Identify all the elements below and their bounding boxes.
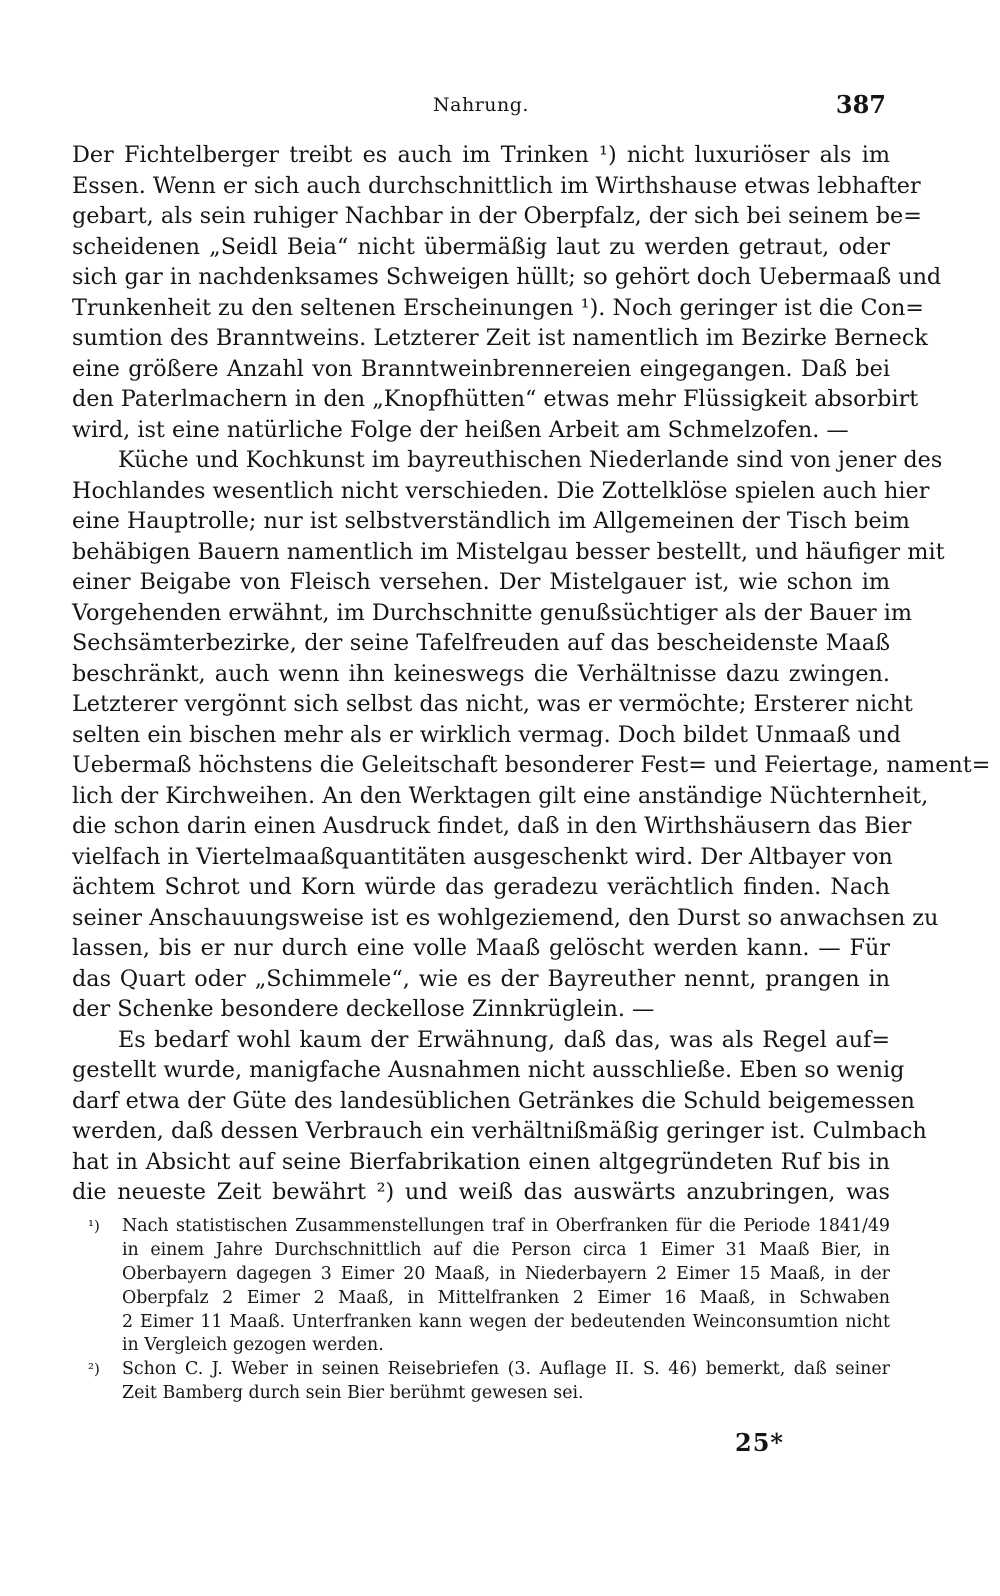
text-line: wird, ist eine natürliche Folge der heißen Arbeit am Schmelzofen. — [72, 416, 849, 443]
footnote-2-marker: ²) [88, 1360, 100, 1379]
page-number: 387 [835, 90, 886, 119]
footnote-2-line [88, 1358, 890, 1382]
text-line: eine Hauptrolle; nur ist selbstverständlich im Allgemeinen der Tisch beim [72, 508, 910, 534]
text-line: beschränkt, auch wenn ihn keineswegs die Verhältnisse dazu zwingen. [72, 660, 890, 687]
text-line: vielfach in Viertelmaaßquantitäten ausgeschenkt wird. Der Altbayer von [72, 843, 893, 870]
footnote-text: Schon C. J. Weber in seinen Reisebriefen (3. Auflage II. S. 46) bemerkt, daß seiner [122, 1359, 890, 1380]
footnote-text: Oberbayern dagegen 3 Eimer 20 Maaß, in Niederbayern 2 Eimer 15 Maaß, in der [122, 1263, 890, 1284]
footnote-1-line [88, 1215, 890, 1239]
page-header [72, 86, 890, 126]
footnote-text: Oberpfalz 2 Eimer 2 Maaß, in Mittelfranken 2 Eimer 16 Maaß, in Schwaben [122, 1287, 890, 1308]
body-text [72, 140, 991, 1208]
running-head: Nahrung. [433, 94, 529, 116]
text-line: Es bedarf wohl kaum der Erwähnung, daß das, was als Regel auf= [118, 1026, 890, 1053]
text-line: seiner Anschauungsweise ist es wohlgeziemend, den Durst so anwachsen zu [72, 904, 939, 931]
text-line: Der Fichtelberger treibt es auch im Trinken ¹) nicht luxuriöser als im [72, 142, 890, 168]
text-line: Küche und Kochkunst im bayreuthischen Niederlande sind von jener des [118, 447, 943, 473]
text-line: Essen. Wenn er sich auch durchschnittlich im Wirthshause etwas lebhafter [72, 172, 921, 199]
footnote-text: Nach statistischen Zusammenstellungen traf in Oberfranken für die Periode 1841/49 [122, 1216, 890, 1236]
text-line: selten ein bischen mehr als er wirklich vermag. Doch bildet Unmaaß und [72, 721, 901, 748]
text-line: lassen, bis er nur durch eine volle Maaß gelöscht werden kann. — Für [72, 935, 890, 961]
text-line: Trunkenheit zu den seltenen Erscheinungen ¹). Noch geringer ist die Con= [72, 294, 924, 321]
text-line: werden, daß dessen Verbrauch ein verhältnißmäßig geringer ist. Culmbach [72, 1118, 927, 1144]
text-line: der Schenke besondere deckellose Zinnkrüglein. — [72, 996, 655, 1022]
text-line: das Quart oder „Schimmele“, wie es der Bayreuther nennt, prangen in [72, 965, 890, 992]
text-line: die schon darin einen Ausdruck findet, daß in den Wirthshäusern das Bier [72, 813, 912, 839]
text-line: Uebermaß höchstens die Geleitschaft besonderer Fest= und Feiertage, nament= [72, 752, 991, 778]
text-line: den Paterlmachern in den „Knopfhütten“ etwas mehr Flüssigkeit absorbirt [72, 386, 919, 412]
footnotes [88, 1215, 890, 1406]
text-line: gestellt wurde, manigfache Ausnahmen nicht ausschließe. Eben so wenig [72, 1057, 905, 1083]
text-line: darf etwa der Güte des landesüblichen Getränkes die Schuld beigemessen [72, 1087, 915, 1114]
text-line: einer Beigabe von Fleisch versehen. Der Mistelgauer ist, wie schon im [72, 569, 890, 595]
text-line: hat in Absicht auf seine Bierfabrikation einen altgegründeten Ruf bis in [72, 1148, 890, 1175]
text-line: behäbigen Bauern namentlich im Mistelgau besser bestellt, und häufiger mit [72, 538, 945, 565]
text-line: lich der Kirchweihen. An den Werktagen gilt eine anständige Nüchternheit, [72, 782, 929, 809]
footnote-1-marker: ¹) [88, 1217, 100, 1235]
text-line: ächtem Schrot und Korn würde das geradezu verächtlich finden. Nach [72, 874, 890, 900]
text-line: eine größere Anzahl von Branntweinbrennereien eingegangen. Daß bei [72, 355, 890, 382]
text-line: die neueste Zeit bewährt ²) und weiß das auswärts anzubringen, was [72, 1179, 890, 1205]
text-line: Vorgehenden erwähnt, im Durchschnitte genußsüchtiger als der Bauer im [72, 599, 913, 626]
text-line: gebart, als sein ruhiger Nachbar in der Oberpfalz, der sich bei seinem be= [72, 203, 922, 229]
footnote-text: in Vergleich gezogen werden. [122, 1335, 384, 1356]
footnote-text: Zeit Bamberg durch sein Bier berühmt gewesen sei. [122, 1383, 584, 1404]
footnote-text: 2 Eimer 11 Maaß. Unterfranken kann wegen der bedeutenden Weinconsumtion nicht [122, 1311, 890, 1332]
text-line: Letzterer vergönnt sich selbst das nicht, was er vermöchte; Ersterer nicht [72, 691, 913, 717]
footnote-text: in einem Jahre Durchschnittlich auf die Person circa 1 Eimer 31 Maaß Bier, in [122, 1239, 890, 1260]
text-line: scheidenen „Seidl Beia“ nicht übermäßig laut zu werden getraut, oder [72, 233, 890, 260]
text-line: sumtion des Branntweins. Letzterer Zeit ist namentlich im Bezirke Berneck [72, 325, 928, 351]
text-line: Sechsämterbezirke, der seine Tafelfreuden auf das bescheidenste Maaß [72, 630, 890, 656]
printer-signature: 25* [735, 1428, 784, 1457]
text-line: Hochlandes wesentlich nicht verschieden. Die Zottelklöse spielen auch hier [72, 477, 930, 504]
text-line: sich gar in nachdenksames Schweigen hüllt; so gehört doch Uebermaaß und [72, 264, 942, 290]
